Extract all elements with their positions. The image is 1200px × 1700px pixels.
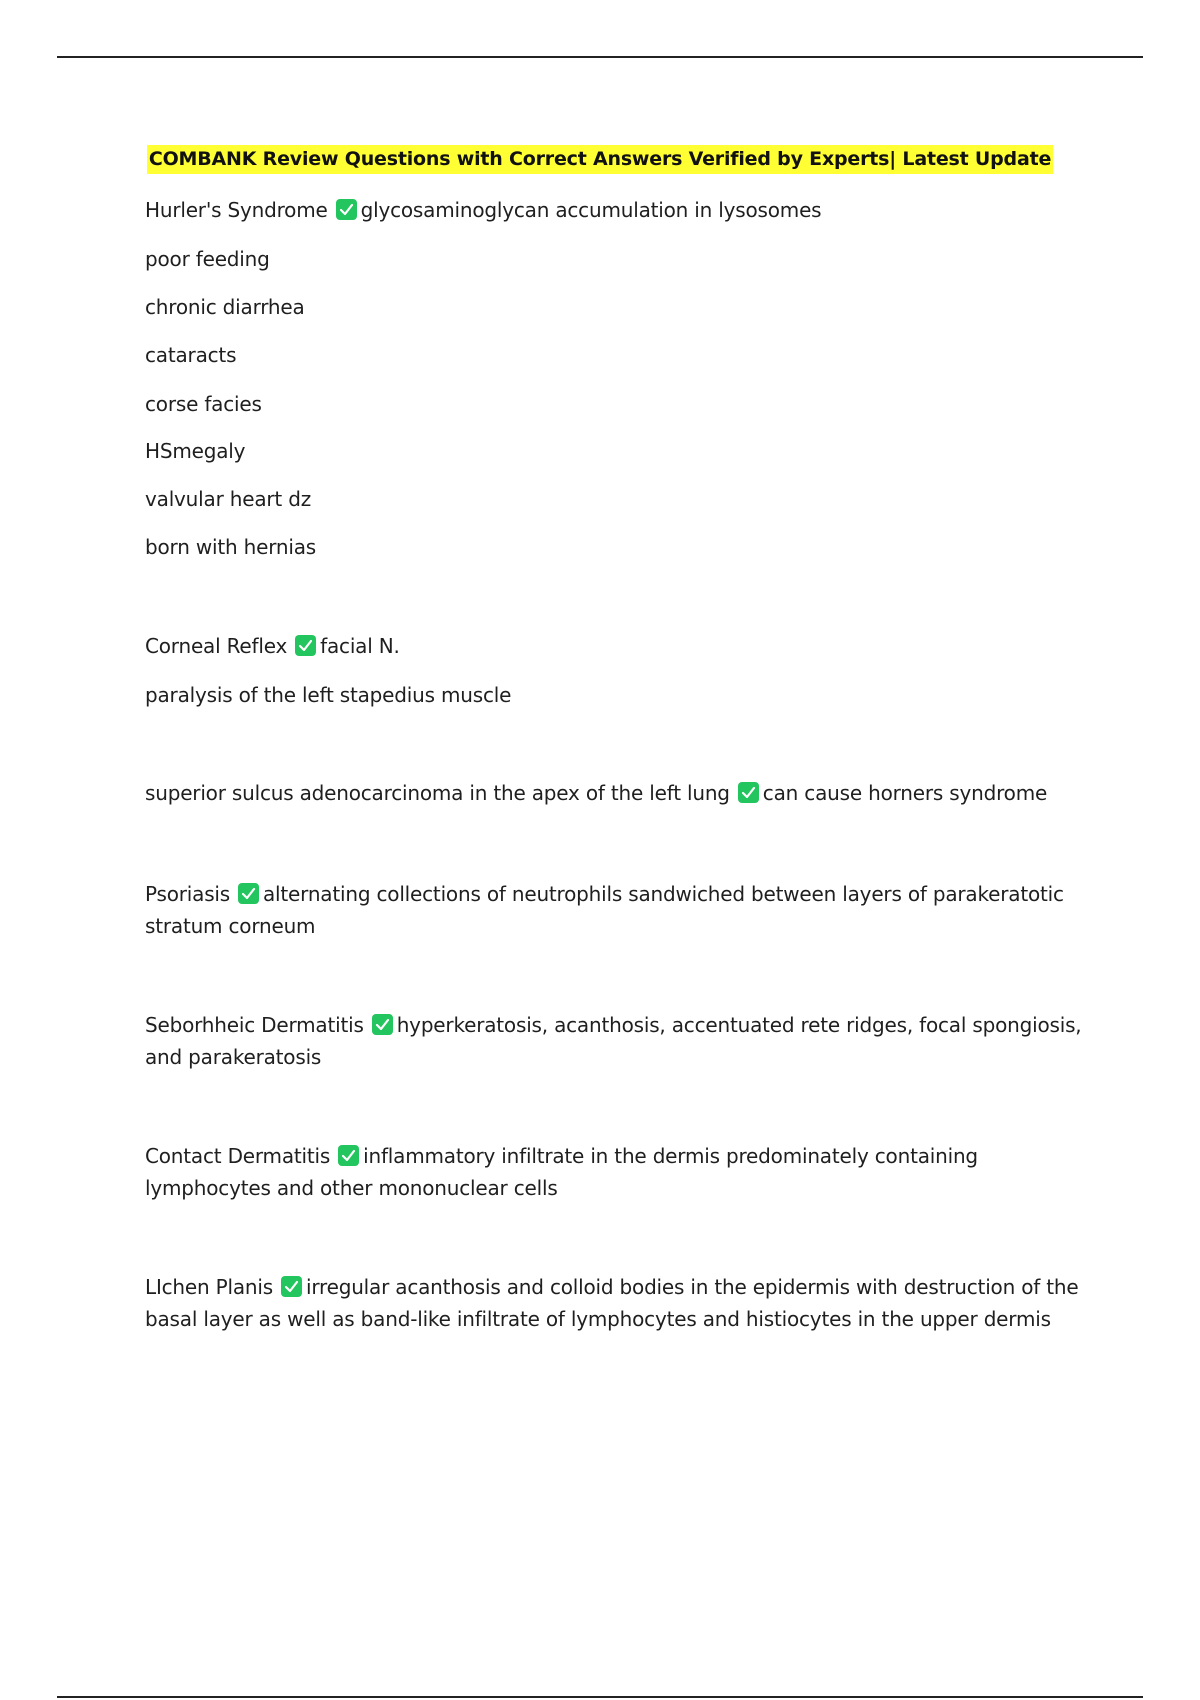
hurler-detail: valvular heart dz: [145, 487, 312, 511]
answer: glycosaminoglycan accumulation in lysosomes: [360, 198, 822, 222]
qa-lichen-planus: [145, 1271, 1090, 1335]
qa-corneal: [145, 630, 1090, 662]
check-icon: [372, 1014, 393, 1035]
check-icon: [238, 883, 259, 904]
check-icon: [338, 1145, 359, 1166]
bottom-rule: [57, 1696, 1143, 1698]
check-icon: [738, 782, 759, 803]
answer: hyperkeratosis, acanthosis, accentuated rete ridges, focal spongiosis, and parakeratosis: [145, 1013, 1082, 1069]
qa-psoriasis: [145, 878, 1090, 942]
term: LIchen Planis: [145, 1275, 273, 1299]
title-block: [0, 145, 1200, 174]
hurler-detail: HSmegaly: [145, 439, 246, 463]
hurler-detail: chronic diarrhea: [145, 295, 305, 319]
document-title: COMBANK Review Questions with Correct Answers Verified by Experts| Latest Update: [147, 145, 1053, 174]
qa-hurler: [145, 194, 1090, 226]
qa-seborrheic-dermatitis: [145, 1009, 1090, 1073]
answer: alternating collections of neutrophils sandwiched between layers of parakeratotic stratum corneum: [145, 882, 1064, 938]
check-icon: [336, 199, 357, 220]
check-icon: [281, 1276, 302, 1297]
answer: irregular acanthosis and colloid bodies in the epidermis with destruction of the basal layer as well as band-like infiltrate of lymphocytes and histiocytes in the upper dermis: [145, 1275, 1079, 1331]
term: superior sulcus adenocarcinoma in the apex of the left lung: [145, 781, 730, 805]
term: Corneal Reflex: [145, 634, 288, 658]
term: Seborhheic Dermatitis: [145, 1013, 364, 1037]
hurler-detail: cataracts: [145, 343, 237, 367]
answer: can cause horners syndrome: [762, 781, 1048, 805]
answer: facial N.: [320, 634, 400, 658]
term: Contact Dermatitis: [145, 1144, 331, 1168]
hurler-detail: poor feeding: [145, 247, 270, 271]
hurler-detail: corse facies: [145, 392, 262, 416]
term: Hurler's Syndrome: [145, 198, 328, 222]
check-icon: [295, 635, 316, 656]
term: Psoriasis: [145, 882, 230, 906]
answer: inflammatory infiltrate in the dermis predominately containing lymphocytes and other mononuclear cells: [145, 1144, 978, 1200]
hurler-detail: born with hernias: [145, 535, 316, 559]
corneal-detail: paralysis of the left stapedius muscle: [145, 683, 512, 707]
top-rule: [57, 56, 1143, 58]
qa-superior-sulcus: [145, 777, 1090, 809]
qa-contact-dermatitis: [145, 1140, 1090, 1204]
